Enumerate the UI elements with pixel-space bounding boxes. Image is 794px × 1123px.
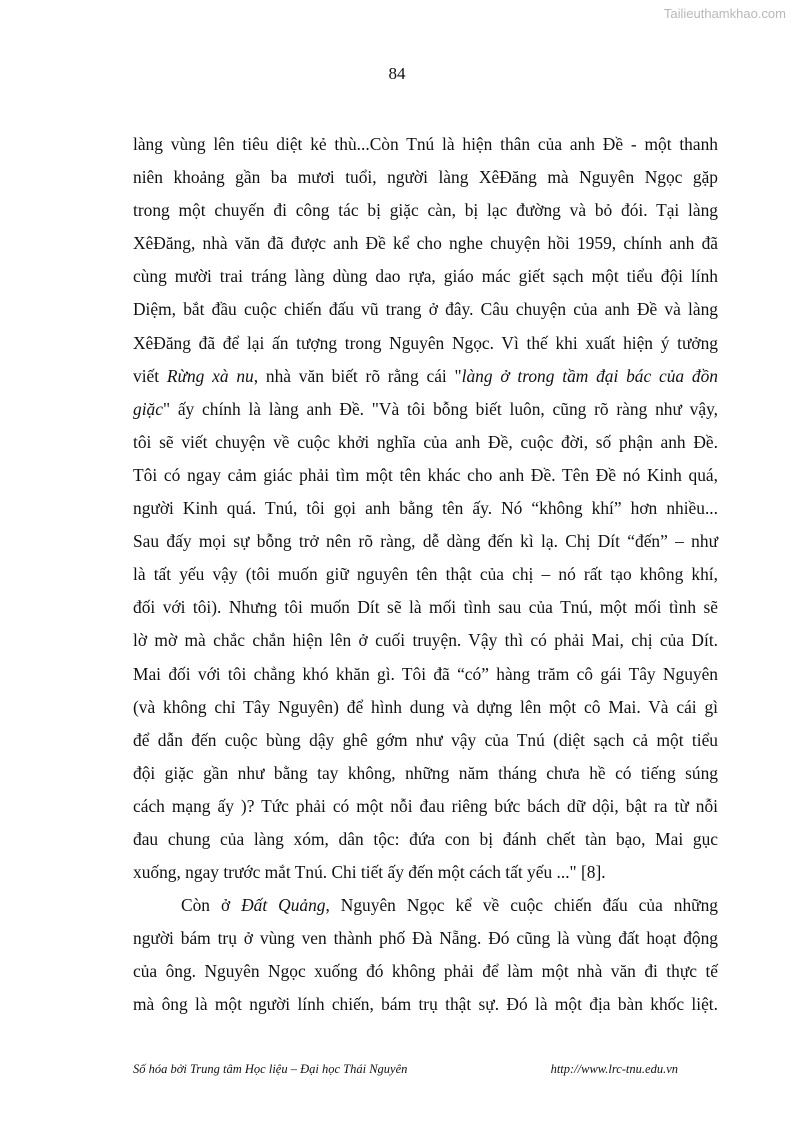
- text-line: để dẫn đến cuộc bùng dậy ghê gớm như vậy của Tnú (diệt sạch cả một tiểu: [133, 729, 718, 750]
- page-number: 84: [388, 64, 406, 83]
- text-line: niên khoảng gần ba mươi tuổi, người làng XêĐăng mà Nguyên Ngọc gặp: [133, 167, 718, 188]
- book-title: Đất Quảng: [241, 895, 326, 916]
- text-line: người Kinh quá. Tnú, tôi gọi anh bằng tên ấy. Nó “không khí” hơn nhiều...: [133, 498, 718, 519]
- text-line: trong một chuyến đi công tác bị giặc càn, bị lạc đường và bỏ đói. Tại làng: [133, 200, 718, 221]
- text-line: (và không chỉ Tây Nguyên) để hình dung và dựng lên một cô Mai. Và cái gì: [133, 696, 718, 717]
- text-line: XêĐăng đã để lại ấn tượng trong Nguyên Ngọc. Vì thế khi xuất hiện ý tưởng: [133, 332, 718, 353]
- book-title: Rừng xà nu: [166, 365, 254, 386]
- quoted-phrase: làng ở trong tầm đại bác của đồn: [461, 365, 718, 386]
- text-line: đội giặc gần như bằng tay không, những năm tháng chưa hề có tiếng súng: [133, 762, 718, 783]
- footer-source: Số hóa bởi Trung tâm Học liệu – Đại học Thái Nguyên: [133, 1062, 408, 1076]
- text-line: xuống, ngay trước mắt Tnú. Chi tiết ấy đến một cách tất yếu ..." [8].: [133, 862, 606, 883]
- text-line: cách mạng ấy )? Tức phải có một nỗi đau riêng bức bách dữ dội, bật ra từ nỗi: [133, 795, 718, 816]
- text-line: Sau đấy mọi sự bỗng trở nên rõ ràng, dễ dàng đến kì lạ. Chị Dít “đến” – như: [133, 531, 718, 552]
- text-line: lờ mờ mà chắc chắn hiện lên ở cuối truyện. Vậy thì có phải Mai, chị của Dít.: [133, 630, 718, 651]
- page-footer: [133, 1062, 678, 1077]
- text-line: Còn ở Đất Quảng, Nguyên Ngọc kể về cuộc chiến đấu của những: [181, 895, 718, 916]
- text-line: Mai đối với tôi chẳng khó khăn gì. Tôi đã “có” hàng trăm cô gái Tây Nguyên: [133, 663, 718, 684]
- text-line: là tất yếu vậy (tôi muốn giữ nguyên tên thật của chị – nó rất tạo không khí,: [133, 564, 718, 585]
- text-line: làng vùng lên tiêu diệt kẻ thù...Còn Tnú là hiện thân của anh Đề - một thanh: [133, 134, 718, 154]
- text-line: XêĐăng, nhà văn đã được anh Đề kể cho nghe chuyện hồi 1959, chính anh đã: [133, 233, 718, 254]
- text-line: Tôi có ngay cảm giác phải tìm một tên khác cho anh Đề. Tên Đề nó Kinh quá,: [133, 464, 718, 485]
- text-line: đối với tôi). Nhưng tôi muốn Dít sẽ là mối tình sau của Tnú, một mối tình sẽ: [133, 597, 718, 618]
- text-line: của ông. Nguyên Ngọc xuống đó không phải để làm một nhà văn đi thực tế: [133, 961, 718, 982]
- text-line: mà ông là một người lính chiến, bám trụ thật sự. Đó là một địa bàn khốc liệt.: [133, 994, 718, 1015]
- text-line: cùng mười trai tráng làng dùng dao rựa, giáo mác giết sạch một tiểu đội lính: [133, 266, 718, 287]
- text-line: người bám trụ ở vùng ven thành phố Đà Nẵng. Đó cũng là vùng đất hoạt động: [133, 928, 718, 949]
- text-line: tôi sẽ viết chuyện về cuộc khởi nghĩa của anh Đề, cuộc đời, số phận anh Đề.: [133, 431, 718, 452]
- text-line: giặc" ấy chính là làng anh Đề. "Và tôi bỗng biết luôn, cũng rõ ràng như vậy,: [133, 398, 718, 419]
- text-line: Diệm, bắt đầu cuộc chiến đấu vũ trang ở đây. Câu chuyện của anh Đề và làng: [133, 299, 718, 320]
- quoted-phrase: giặc: [133, 398, 163, 419]
- body-text: [133, 133, 718, 1027]
- text-line: đau chung của làng xóm, dân tộc: đứa con bị đánh chết tàn bạo, Mai gục: [133, 828, 718, 849]
- footer-url: http://www.lrc-tnu.edu.vn: [550, 1062, 678, 1076]
- watermark: Tailieuthamkhao.com: [663, 6, 786, 21]
- text-line: viết Rừng xà nu, nhà văn biết rõ rằng cái "làng ở trong tầm đại bác của đồn: [133, 365, 718, 386]
